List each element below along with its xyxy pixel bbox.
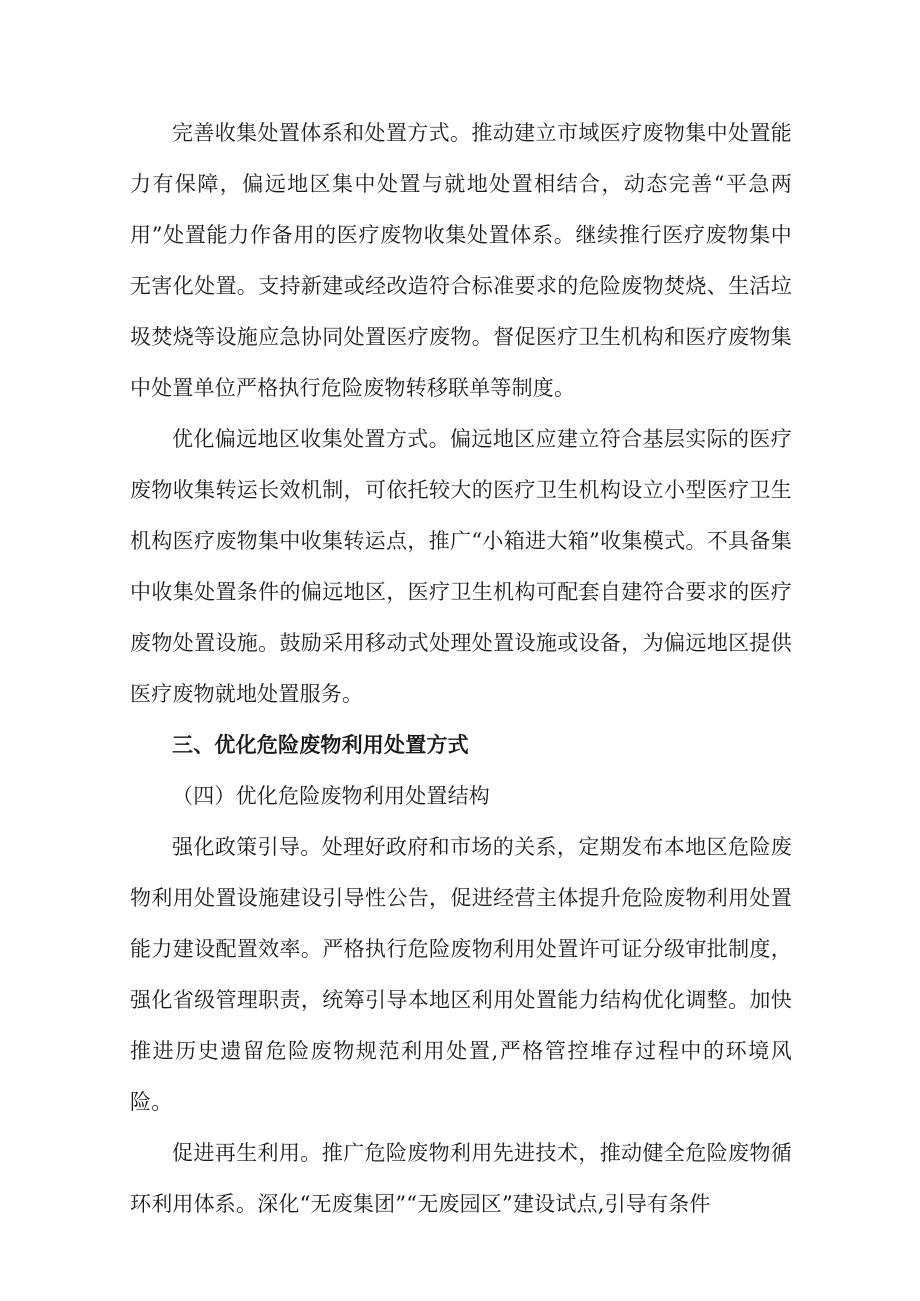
- document-body: [130, 108, 792, 1230]
- paragraph-recycling: 促进再生利用。推广危险废物利用先进技术，推动健全危险废物循环利用体系。深化“无废集团”“无废园区”建设试点,引导有条件: [130, 1141, 792, 1216]
- paragraph-collection-system: 完善收集处置体系和处置方式。推动建立市域医疗废物集中处置能力有保障，偏远地区集中处置与就地处置相结合，动态完善“平急两用”处置能力作备用的医疗废物收集处置体系。继续推行医疗废物集中无害化处置。支持新建或经改造符合标准要求的危险废物焚烧、生活垃圾焚烧等设施应急协同处置医疗废物。督促医疗卫生机构和医疗废物集中处置单位严格执行危险废物转移联单等制度。: [130, 121, 792, 400]
- subsection-heading: （四）优化危险废物利用处置结构: [172, 784, 490, 808]
- paragraph-policy-guidance: 强化政策引导。处理好政府和市场的关系，定期发布本地区危险废物利用处置设施建设引导性公告，促进经营主体提升危险废物利用处置能力建设配置效率。严格执行危险废物利用处置许可证分级审批制度，强化省级管理职责，统筹引导本地区利用处置能力结构优化调整。加快推进历史遗留危险废物规范利用处置,严格管控堆存过程中的环境风险。: [130, 835, 792, 1114]
- section-heading: 三、优化危险废物利用处置方式: [172, 733, 469, 757]
- paragraph-remote-areas: 优化偏远地区收集处置方式。偏远地区应建立符合基层实际的医疗废物收集转运长效机制，可依托较大的医疗卫生机构设立小型医疗卫生机构医疗废物集中收集转运点，推广“小箱进大箱”收集模式。不具备集中收集处置条件的偏远地区，医疗卫生机构可配套自建符合要求的医疗废物处置设施。鼓励采用移动式处理处置设施或设备，为偏远地区提供医疗废物就地处置服务。: [130, 427, 792, 706]
